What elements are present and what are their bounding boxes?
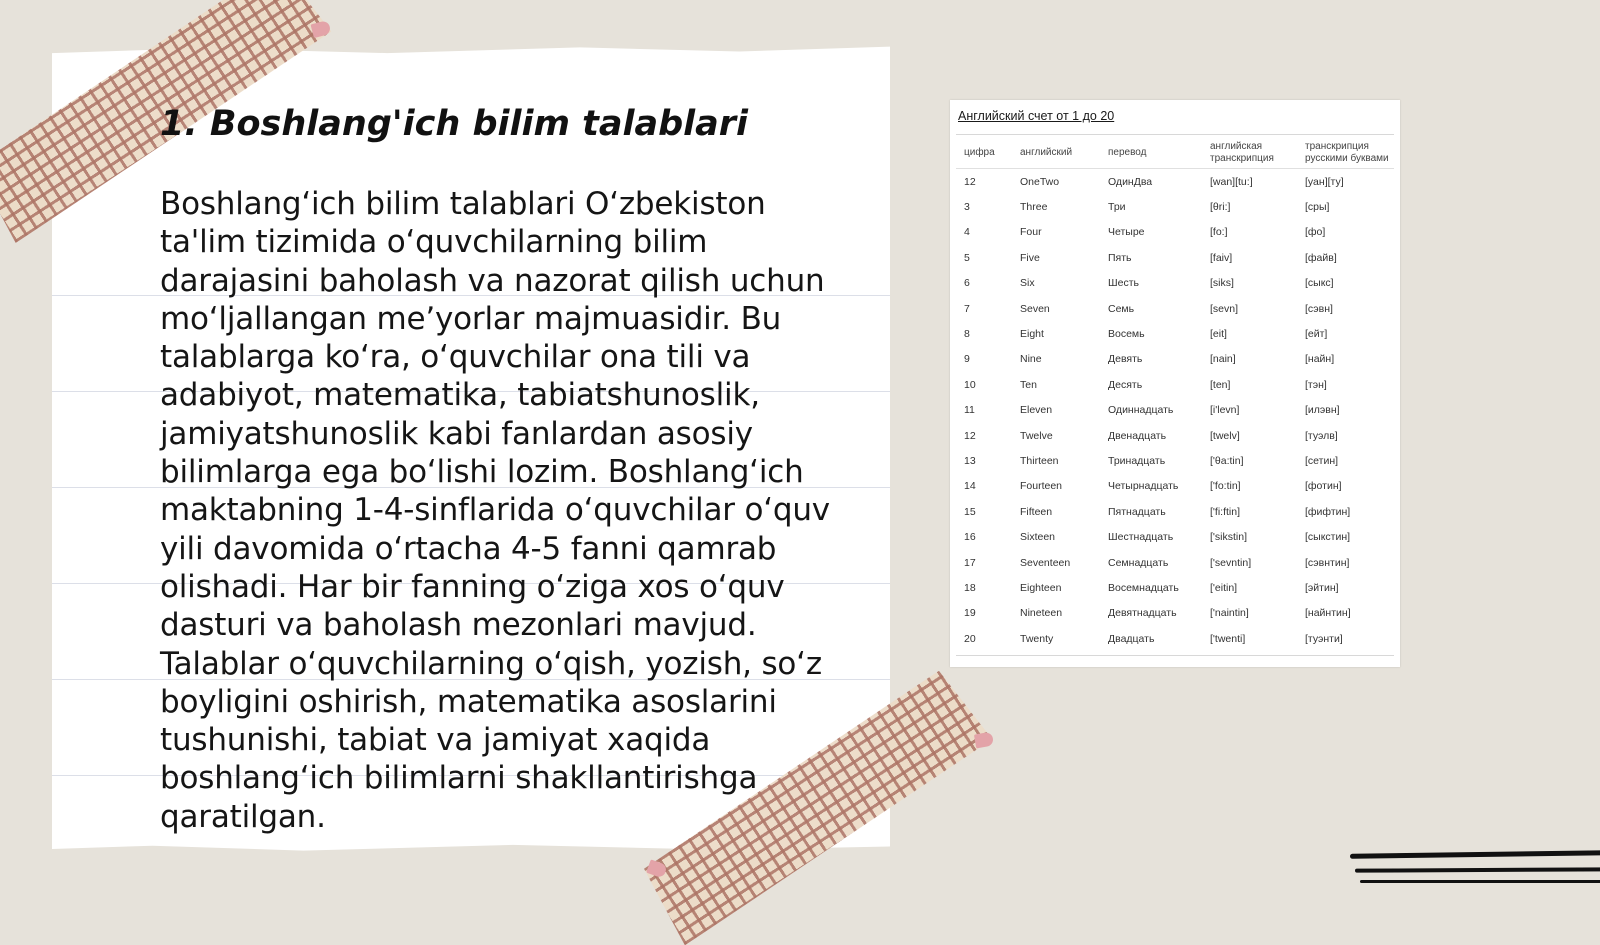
cell-russian-transcription: [туэлв] xyxy=(1305,429,1338,442)
cell-translation: Двадцать xyxy=(1108,632,1155,645)
number-table-image xyxy=(950,100,1400,667)
col-header-digit: цифра xyxy=(956,138,1012,169)
cell-russian-transcription: [сры] xyxy=(1305,201,1330,214)
cell-russian-transcription: [найнтин] xyxy=(1305,607,1351,620)
cell-digit: 18 xyxy=(964,581,976,594)
cell-english-transcription: [fo:] xyxy=(1210,226,1228,239)
cell-russian-transcription: [тэн] xyxy=(1305,378,1327,391)
cell-english: OneTwo xyxy=(1020,175,1060,188)
table-row xyxy=(956,398,1394,423)
table-header-row xyxy=(956,138,1394,169)
cell-russian-transcription: [ейт] xyxy=(1305,328,1328,341)
tape-tip-icon xyxy=(310,20,331,38)
brush-stroke-lines-icon xyxy=(1360,880,1600,883)
col-header-english-transcription: английская транскрипция xyxy=(1202,138,1297,169)
col-header-english: английский xyxy=(1012,138,1100,169)
cell-english-transcription: ['eitin] xyxy=(1210,581,1238,594)
cell-english-transcription: [nain] xyxy=(1210,353,1236,366)
cell-english-transcription: [eit] xyxy=(1210,328,1227,341)
cell-translation: Семнадцать xyxy=(1108,556,1169,569)
cell-translation: Девятнадцать xyxy=(1108,607,1177,620)
cell-translation: Семь xyxy=(1108,302,1135,315)
cell-digit: 9 xyxy=(964,353,970,366)
cell-digit: 5 xyxy=(964,251,970,264)
cell-russian-transcription: [фифтин] xyxy=(1305,505,1351,518)
cell-english-transcription: ['naintin] xyxy=(1210,607,1249,620)
cell-russian-transcription: [сэвн] xyxy=(1305,302,1333,315)
cell-english: Twenty xyxy=(1020,632,1054,645)
col-header-translation: перевод xyxy=(1100,138,1202,169)
cell-digit: 7 xyxy=(964,302,970,315)
slide-title: 1. Boshlang'ich bilim talablari xyxy=(160,104,749,144)
cell-russian-transcription: [уан][ту] xyxy=(1305,175,1344,188)
cell-translation: Двенадцать xyxy=(1108,429,1167,442)
table-row xyxy=(956,601,1394,626)
cell-english: Twelve xyxy=(1020,429,1053,442)
cell-translation: Десять xyxy=(1108,378,1143,391)
cell-russian-transcription: [фо] xyxy=(1305,226,1326,239)
cell-english-transcription: [wan][tu:] xyxy=(1210,175,1253,188)
table-row xyxy=(956,347,1394,372)
cell-english-transcription: ['fi:ftin] xyxy=(1210,505,1241,518)
table-row xyxy=(956,474,1394,499)
cell-digit: 4 xyxy=(964,226,970,239)
cell-digit: 15 xyxy=(964,505,976,518)
cell-digit: 8 xyxy=(964,328,970,341)
cell-translation: Пятнадцать xyxy=(1108,505,1166,518)
cell-translation: Четыре xyxy=(1108,226,1145,239)
cell-digit: 19 xyxy=(964,607,976,620)
cell-translation: Одиннадцать xyxy=(1108,404,1174,417)
table-row xyxy=(956,499,1394,524)
table-row xyxy=(956,423,1394,448)
cell-digit: 10 xyxy=(964,378,976,391)
table-row xyxy=(956,575,1394,600)
cell-english-transcription: ['twenti] xyxy=(1210,632,1246,645)
cell-english: Sixteen xyxy=(1020,531,1056,544)
cell-russian-transcription: [туэнти] xyxy=(1305,632,1343,645)
cell-english-transcription: [ten] xyxy=(1210,378,1231,391)
cell-translation: Пять xyxy=(1108,251,1132,264)
cell-english-transcription: ['sikstin] xyxy=(1210,531,1248,544)
cell-russian-transcription: [илэвн] xyxy=(1305,404,1340,417)
cell-english: Seven xyxy=(1020,302,1050,315)
cell-digit: 13 xyxy=(964,454,976,467)
cell-translation: Шестнадцать xyxy=(1108,531,1174,544)
cell-translation: ОдинДва xyxy=(1108,175,1153,188)
table-row xyxy=(956,245,1394,270)
cell-digit: 11 xyxy=(964,404,975,417)
cell-russian-transcription: [найн] xyxy=(1305,353,1335,366)
slide-body-text: Boshlang‘ich bilim talablari O‘zbekiston ta'lim tizimida o‘quvchilarning bilim darajasini baholash va nazorat qilish uchun mo‘ljallangan me’yorlar majmuasidir. Bu talablarga ko‘ra, o‘quvchilar ona tili va adabiyot, matematika, tabiatshunoslik, jamiyatshunoslik kabi fanlardan asosiy bilimlarga ega bo‘lishi lozim. Boshlang‘ich maktabning 1-4-sinflarida o‘quvchilar o‘quv yili davomida o‘rtacha 4-5 fanni qamrab olishadi. Har bir fanning o‘ziga xos o‘quv dasturi va baholash mezonlari mavjud. Talablar o‘quvchilarning o‘qish, yozish, so‘z boyligini oshirish, matematika asoslarini tushunishi, tabiat va jamiyat xaqida boshlang‘ich bilimlarni shakllantirishga qaratilgan. xyxy=(160,186,830,835)
cell-english-transcription: [siks] xyxy=(1210,277,1234,290)
cell-english-transcription: [i'levn] xyxy=(1210,404,1240,417)
cell-english: Eighteen xyxy=(1020,581,1062,594)
cell-english: Four xyxy=(1020,226,1042,239)
table-divider xyxy=(956,655,1394,656)
table-row xyxy=(956,220,1394,245)
cell-english-transcription: [sevn] xyxy=(1210,302,1239,315)
cell-translation: Девять xyxy=(1108,353,1143,366)
table-row xyxy=(956,321,1394,346)
cell-russian-transcription: [фотин] xyxy=(1305,480,1342,493)
english-counting-table xyxy=(956,138,1394,651)
table-row xyxy=(956,626,1394,651)
table-row xyxy=(956,169,1394,195)
cell-digit: 12 xyxy=(964,429,976,442)
cell-translation: Восемнадцать xyxy=(1108,581,1179,594)
cell-russian-transcription: [сетин] xyxy=(1305,454,1339,467)
cell-translation: Четырнадцать xyxy=(1108,480,1179,493)
cell-english: Five xyxy=(1020,251,1040,264)
cell-english-transcription: [θri:] xyxy=(1210,201,1231,214)
cell-english: Ten xyxy=(1020,378,1037,391)
cell-digit: 20 xyxy=(964,632,976,645)
table-row xyxy=(956,296,1394,321)
cell-digit: 14 xyxy=(964,480,976,493)
cell-digit: 6 xyxy=(964,277,970,290)
cell-digit: 12 xyxy=(964,175,976,188)
cell-english-transcription: ['fo:tin] xyxy=(1210,480,1241,493)
cell-english-transcription: [faiv] xyxy=(1210,251,1233,264)
cell-russian-transcription: [сыкс] xyxy=(1305,277,1334,290)
cell-english: Nine xyxy=(1020,353,1042,366)
cell-translation: Восемь xyxy=(1108,328,1145,341)
cell-digit: 3 xyxy=(964,201,970,214)
cell-english: Eleven xyxy=(1020,404,1053,417)
table-row xyxy=(956,550,1394,575)
cell-digit: 16 xyxy=(964,531,976,544)
cell-english: Nineteen xyxy=(1020,607,1063,620)
table-row xyxy=(956,194,1394,219)
cell-translation: Тринадцать xyxy=(1108,454,1166,467)
tape-tip-icon xyxy=(974,732,994,749)
cell-english: Eight xyxy=(1020,328,1044,341)
table-caption-link[interactable]: Английский счет от 1 до 20 xyxy=(958,109,1115,123)
cell-russian-transcription: [сыкстин] xyxy=(1305,531,1351,544)
table-row xyxy=(956,524,1394,549)
brush-stroke-lines-icon xyxy=(1355,867,1600,872)
cell-english-transcription: ['sevntin] xyxy=(1210,556,1252,569)
cell-russian-transcription: [эйтин] xyxy=(1305,581,1339,594)
cell-digit: 17 xyxy=(964,556,976,569)
table-row xyxy=(956,271,1394,296)
cell-english: Seventeen xyxy=(1020,556,1071,569)
cell-english-transcription: [twelv] xyxy=(1210,429,1240,442)
cell-english: Fourteen xyxy=(1020,480,1063,493)
table-divider xyxy=(956,134,1394,135)
cell-russian-transcription: [сэвнтин] xyxy=(1305,556,1350,569)
cell-translation: Три xyxy=(1108,201,1126,214)
cell-english: Three xyxy=(1020,201,1048,214)
cell-english: Six xyxy=(1020,277,1035,290)
cell-translation: Шесть xyxy=(1108,277,1139,290)
col-header-russian-transcription: транскрипция русскими буквами xyxy=(1297,138,1394,169)
cell-russian-transcription: [файв] xyxy=(1305,251,1337,264)
table-row xyxy=(956,372,1394,397)
cell-english: Thirteen xyxy=(1020,454,1059,467)
cell-english: Fifteen xyxy=(1020,505,1053,518)
brush-stroke-lines-icon xyxy=(1350,850,1600,859)
table-body xyxy=(956,169,1394,652)
table-row xyxy=(956,448,1394,473)
cell-english-transcription: ['θa:tin] xyxy=(1210,454,1244,467)
